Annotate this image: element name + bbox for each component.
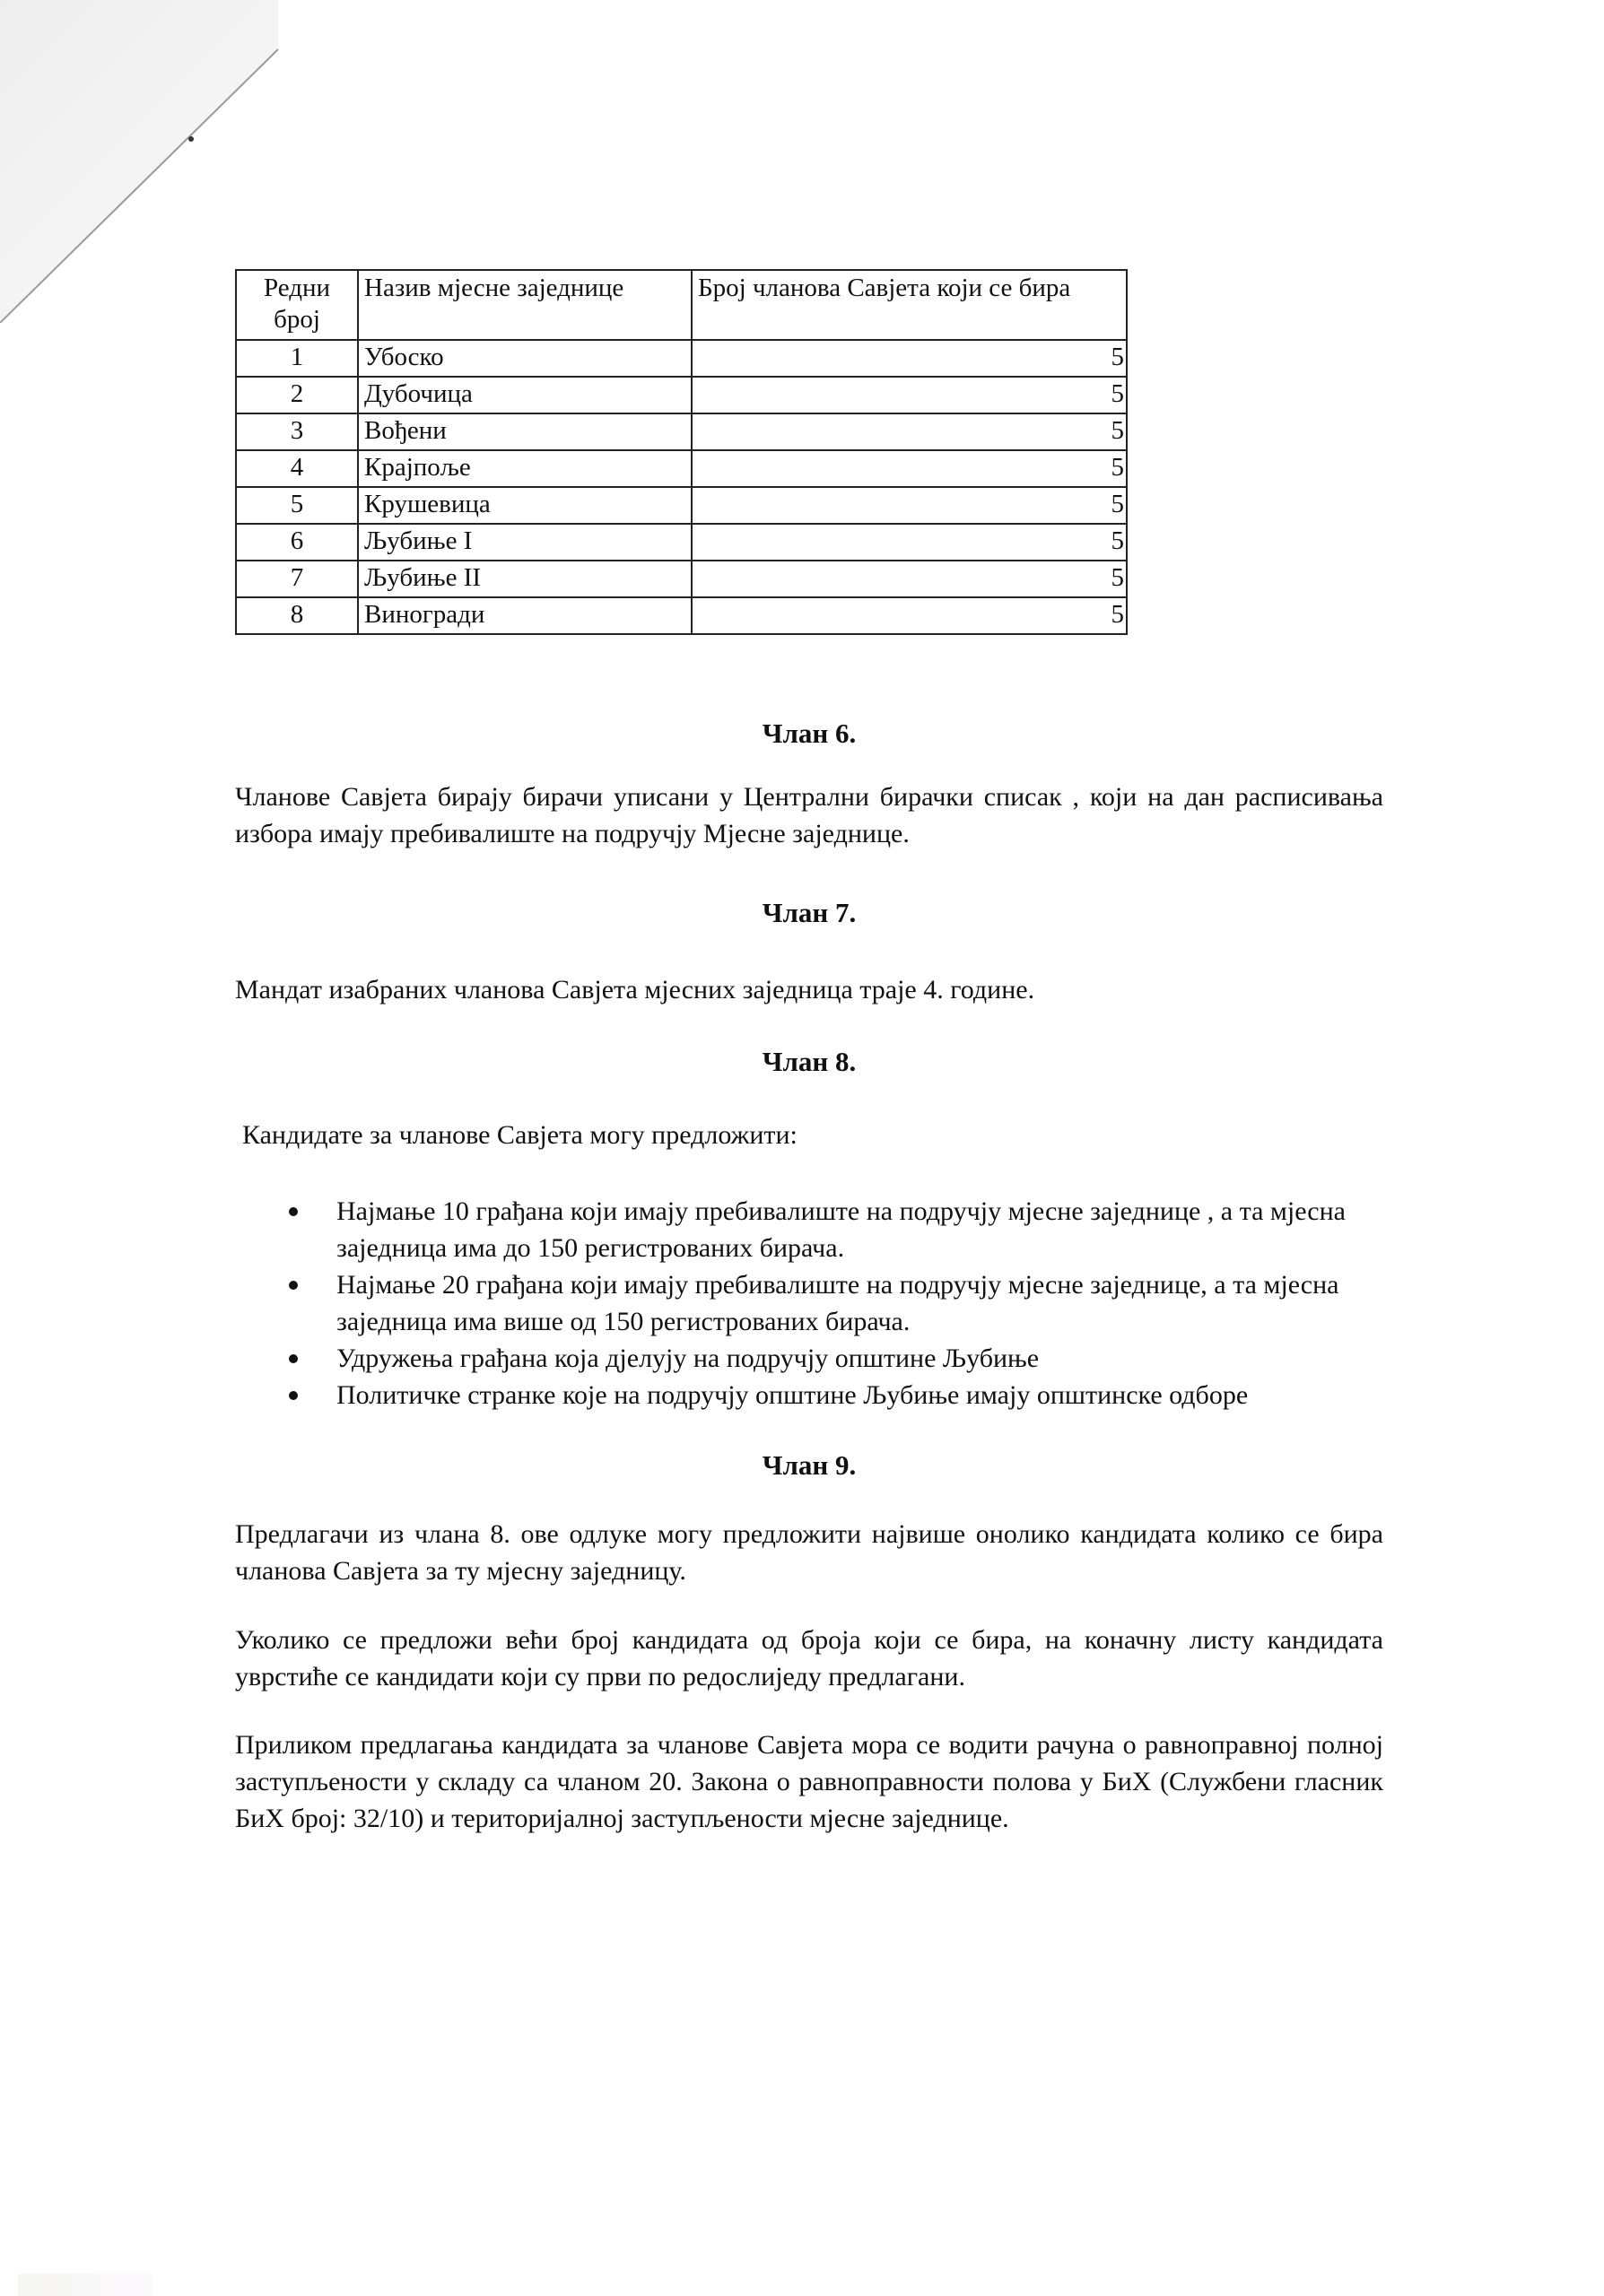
row-number: 2 <box>236 377 358 413</box>
row-number: 5 <box>236 487 358 524</box>
row-name: Виногради <box>358 597 692 634</box>
bullet-icon <box>289 1391 298 1400</box>
list-item-text: Удружења грађана која дјелују на подручју општине Љубиње <box>336 1344 1040 1373</box>
table-row <box>236 450 1127 487</box>
article-8-intro: Кандидате за чланове Савјета могу предложити: <box>242 1120 798 1150</box>
list-item <box>235 1377 1383 1413</box>
table-row <box>236 413 1127 450</box>
local-communities-table <box>235 269 1128 635</box>
header-count: Број чланова Савјета који се бира <box>692 270 1127 340</box>
table-row <box>236 340 1127 377</box>
list-item <box>235 1193 1383 1266</box>
list-item-text: Најмање 20 грађана који имају пребивалиште на подручју мјесне заједнице, а та мјесна заједница има више од 150 регистрованих бирача. <box>336 1270 1339 1336</box>
row-name: Дубочица <box>358 377 692 413</box>
row-count: 5 <box>692 450 1127 487</box>
header-number: Редни број <box>236 270 358 340</box>
list-item <box>235 1266 1383 1340</box>
row-name: Крајпоље <box>358 450 692 487</box>
row-count: 5 <box>692 413 1127 450</box>
row-number: 4 <box>236 450 358 487</box>
bullet-icon <box>289 1354 298 1363</box>
bullet-icon <box>289 1281 298 1290</box>
header-name: Назив мјесне заједнице <box>358 270 692 340</box>
bullet-icon <box>289 1207 298 1216</box>
row-name: Крушевица <box>358 487 692 524</box>
row-count: 5 <box>692 561 1127 597</box>
list-item-text: Најмање 10 грађана који имају пребивалиште на подручју мјесне заједнице , а та мјесна заједница има до 150 регистрованих бирача. <box>336 1196 1346 1263</box>
article-6-text: Чланове Савјета бирају бирачи уписани у Централни бирачки списак , који на дан расписивања избора имају пребивалиште на подручју Мјесне заједнице. <box>235 782 1383 848</box>
table-row <box>236 597 1127 634</box>
row-count: 5 <box>692 377 1127 413</box>
article-7-text: Мандат изабраних чланова Савјета мјесних заједница траје 4. године. <box>235 975 1035 1004</box>
article-6-title: Члан 6. <box>762 718 857 749</box>
list-item <box>235 1340 1383 1377</box>
table-row <box>236 377 1127 413</box>
row-number: 1 <box>236 340 358 377</box>
row-count: 5 <box>692 524 1127 561</box>
article-8-bullet-list <box>235 1193 1383 1413</box>
scan-smudge <box>18 2274 153 2296</box>
table-row <box>236 561 1127 597</box>
row-number: 7 <box>236 561 358 597</box>
row-name: Љубиње I <box>358 524 692 561</box>
row-number: 3 <box>236 413 358 450</box>
row-count: 5 <box>692 597 1127 634</box>
article-8-title: Члан 8. <box>762 1046 857 1077</box>
list-item-text: Политичке странке које на подручју општине Љубиње имају општинске одборе <box>336 1380 1249 1410</box>
row-name: Љубиње II <box>358 561 692 597</box>
article-9-title: Члан 9. <box>762 1449 857 1481</box>
article-9-paragraph: Приликом предлагања кандидата за чланове Савјета мора се водити рачуна о равноправној полној заступљености у складу са чланом 20. Закона о равноправности полова у БиХ (Службени гласник БиХ број: 32/10) и територијалној заступљености мјесне заједнице. <box>235 1730 1383 1833</box>
table-row <box>236 524 1127 561</box>
article-9-paragraph: Предлагачи из члана 8. ове одлуке могу предложити највише онолико кандидата колико се бира чланова Савјета за ту мјесну заједницу. <box>235 1519 1383 1586</box>
row-name: Вођени <box>358 413 692 450</box>
row-count: 5 <box>692 340 1127 377</box>
article-9-paragraph: Уколико се предложи већи број кандидата од броја који се бира, на коначну листу кандидата уврстиће се кандидати који су први по редослиједу предлагани. <box>235 1625 1383 1692</box>
row-number: 8 <box>236 597 358 634</box>
table-header-row <box>236 270 1127 340</box>
article-7-title: Члан 7. <box>762 897 857 928</box>
row-number: 6 <box>236 524 358 561</box>
row-name: Убоско <box>358 340 692 377</box>
row-count: 5 <box>692 487 1127 524</box>
table-row <box>236 487 1127 524</box>
